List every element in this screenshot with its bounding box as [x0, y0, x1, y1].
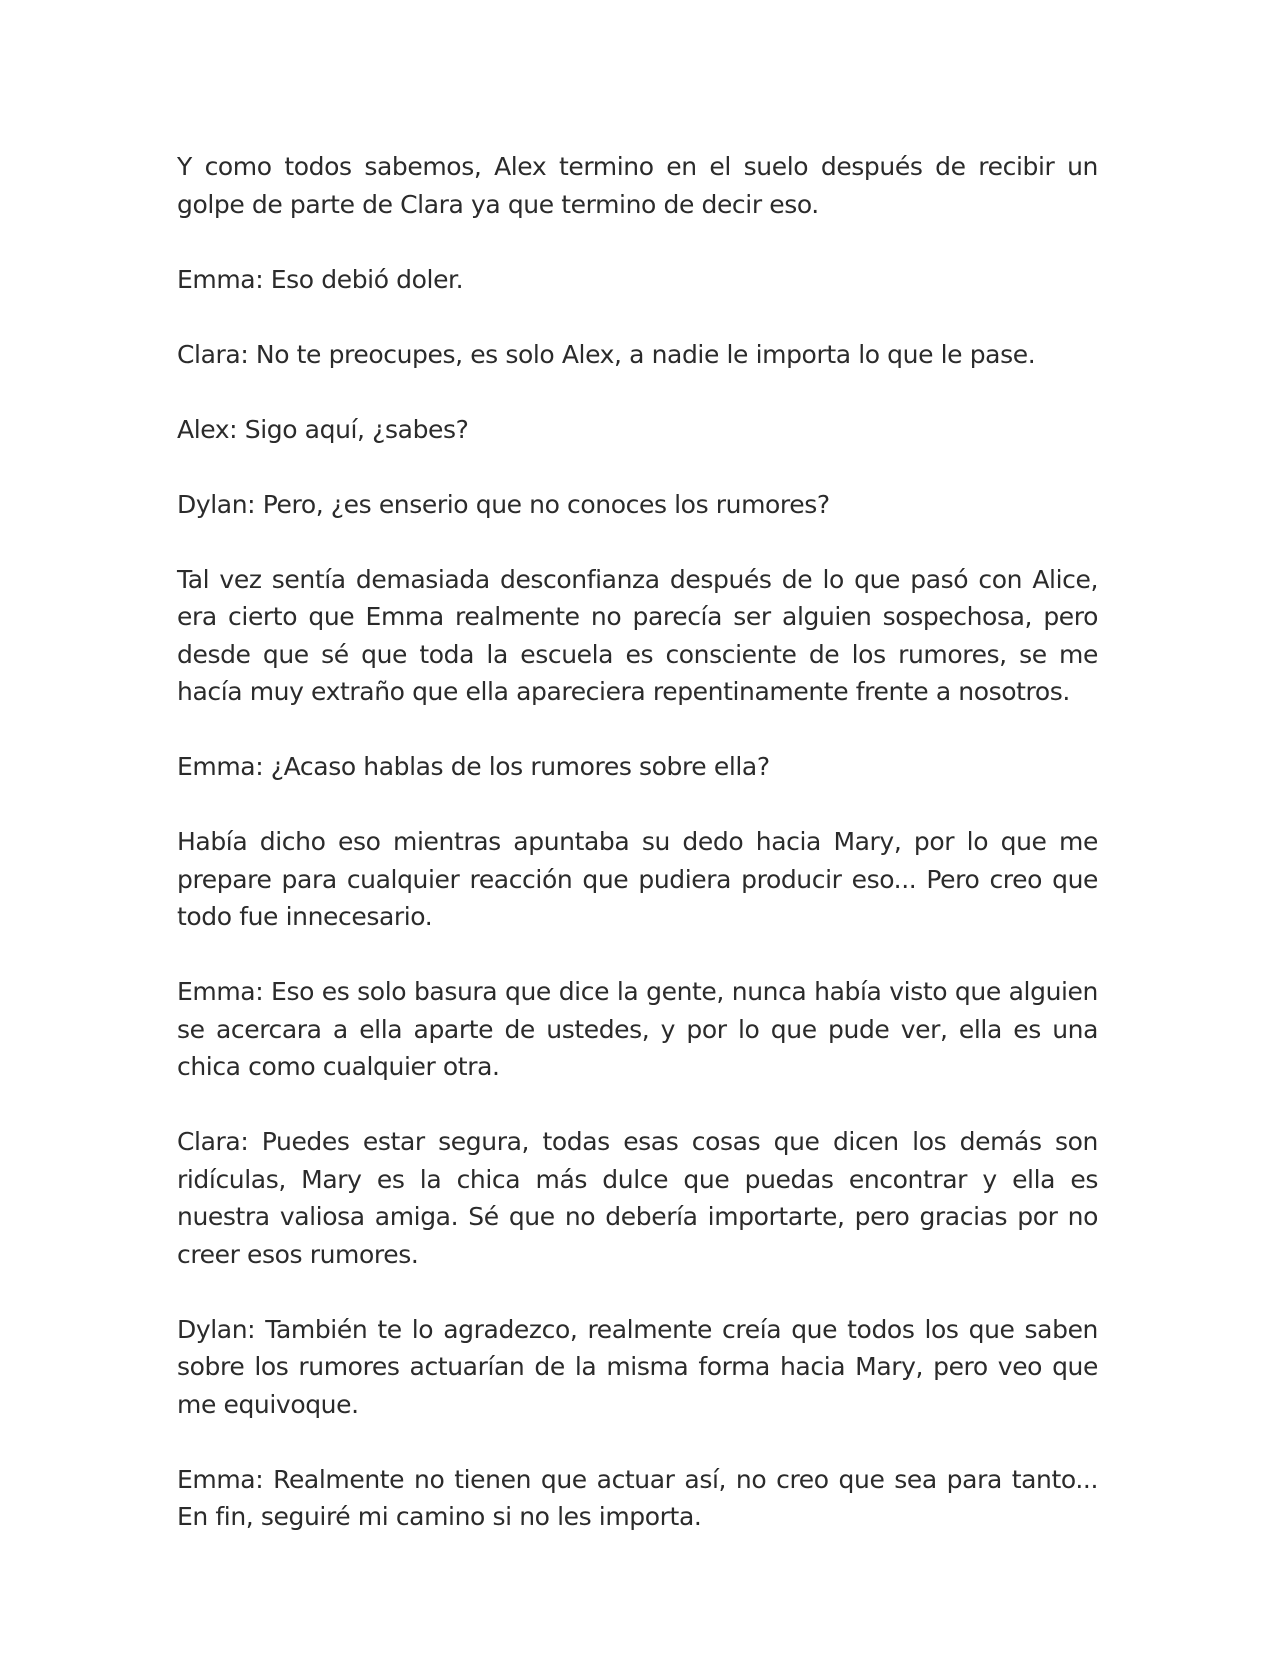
paragraph-narration-3: Había dicho eso mientras apuntaba su dedo hacia Mary, por lo que me prepare para cualquier reacción que pudiera producir eso... Pero creo que todo fue innecesario.	[177, 827, 1098, 931]
paragraph-dialogue-emma-4: Emma: Realmente no tienen que actuar así, no creo que sea para tanto... En fin, seguiré mi camino si no les importa.	[177, 1464, 1098, 1531]
paragraph-dialogue-emma-1: Emma: Eso debió doler.	[177, 264, 464, 294]
paragraph-dialogue-dylan-2: Dylan: También te lo agradezco, realmente creía que todos los que saben sobre los rumores actuarían de la misma forma hacia Mary, pero veo que me equivoque.	[177, 1314, 1098, 1419]
paragraph-dialogue-emma-2: Emma: ¿Acaso hablas de los rumores sobre ella?	[177, 752, 770, 781]
paragraph-narration-2: Tal vez sentía demasiada desconfianza después de lo que pasó con Alice, era cierto que Emma realmente no parecía ser alguien sospechosa, pero desde que sé que toda la escuela es consciente de los rumores, se me hacía muy extraño que ella apareciera repentinamente frente a nosotros.	[177, 564, 1098, 706]
paragraph-dialogue-clara-1: Clara: No te preocupes, es solo Alex, a nadie le importa lo que le pase.	[177, 339, 1036, 369]
document-page	[177, 148, 1098, 1573]
paragraph-narration-1: Y como todos sabemos, Alex termino en el suelo después de recibir un golpe de parte de Clara ya que termino de decir eso.	[177, 152, 1098, 219]
paragraph-dialogue-emma-3: Emma: Eso es solo basura que dice la gente, nunca había visto que alguien se acercara a ella aparte de ustedes, y por lo que pude ver, ella es una chica como cualquier otra.	[177, 977, 1098, 1081]
paragraph-dialogue-clara-2: Clara: Puedes estar segura, todas esas cosas que dicen los demás son ridículas, Mary es la chica más dulce que puedas encontrar y ella es nuestra valiosa amiga. Sé que no debería importarte, pero gracias por no creer esos rumores.	[177, 1127, 1098, 1269]
paragraph-dialogue-dylan-1: Dylan: Pero, ¿es enserio que no conoces los rumores?	[177, 489, 830, 519]
paragraph-dialogue-alex-1: Alex: Sigo aquí, ¿sabes?	[177, 414, 469, 444]
